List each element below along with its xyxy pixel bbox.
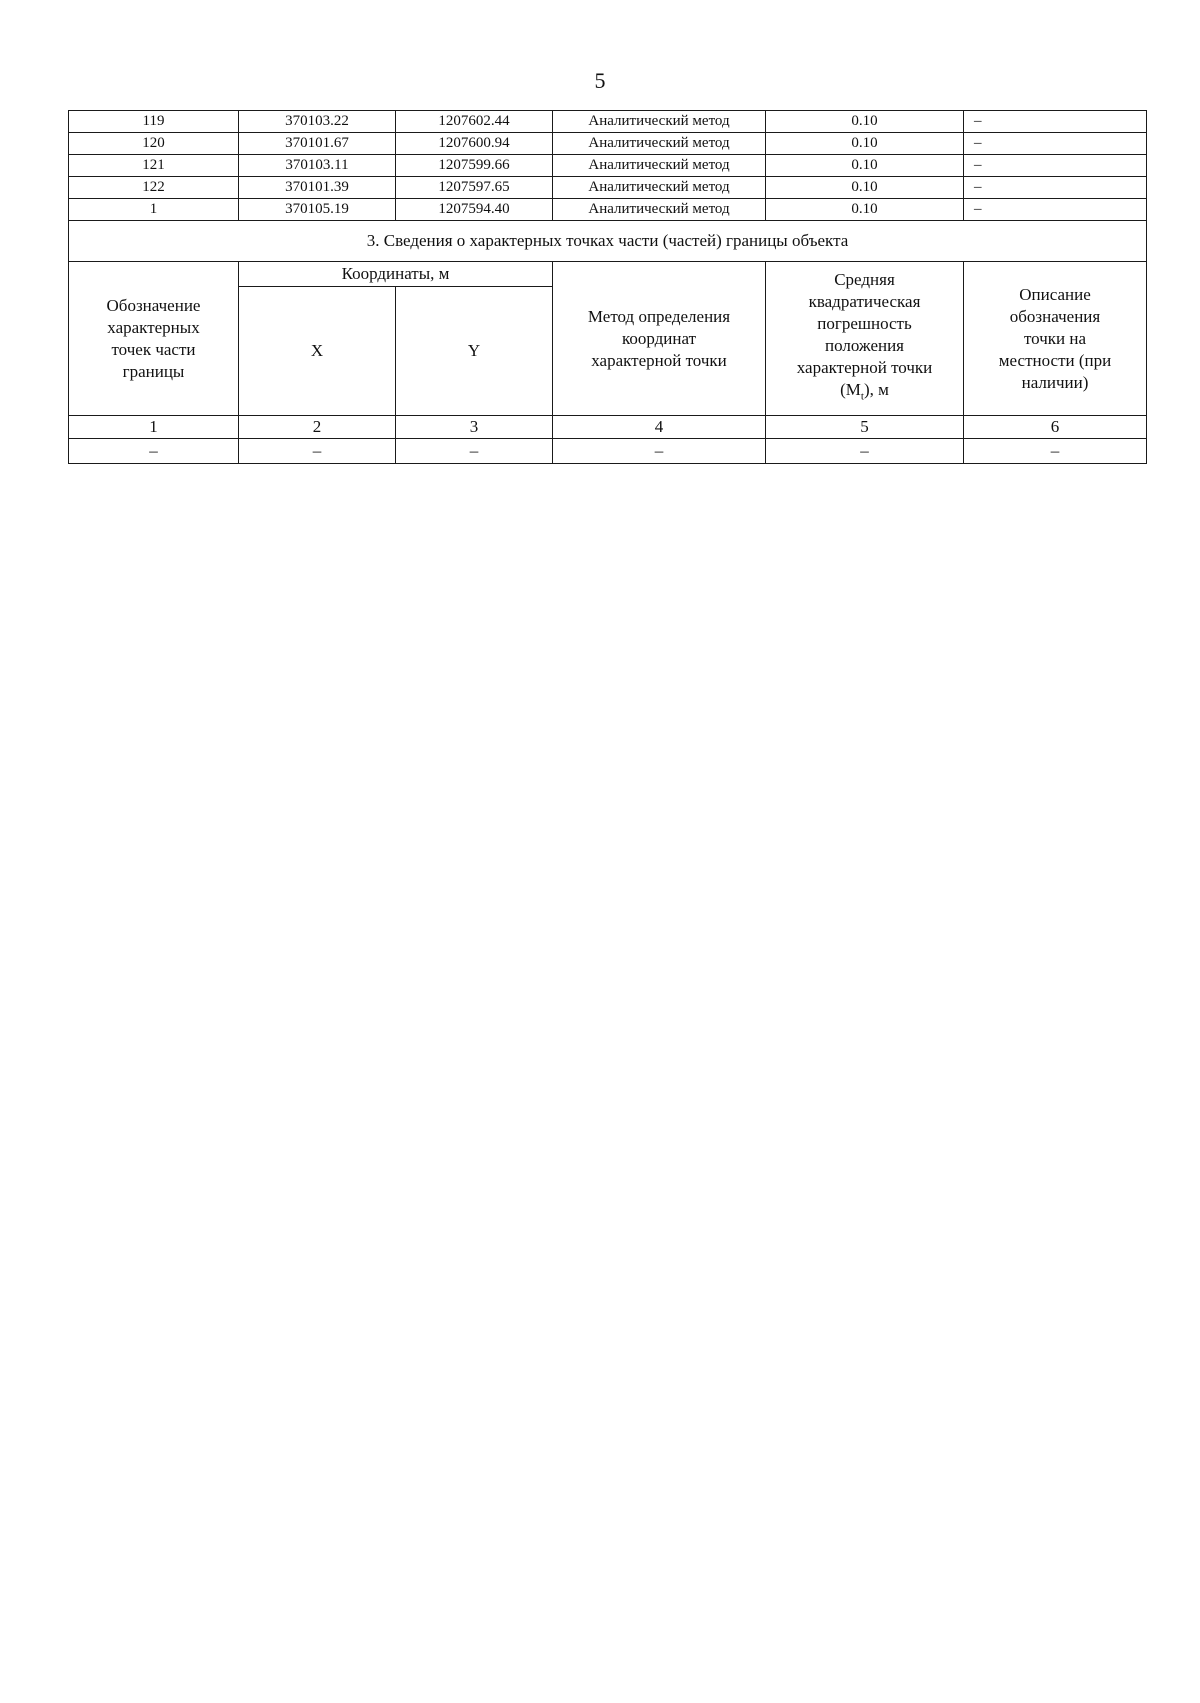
point-number: 1	[69, 199, 239, 221]
column-number: 3	[396, 416, 553, 439]
header-error	[766, 262, 964, 416]
header-line: характерной точки	[591, 350, 727, 370]
error-cell: 0.10	[766, 177, 964, 199]
table-row	[69, 177, 1147, 199]
column-number: 4	[553, 416, 766, 439]
coordinate-y: 1207597.65	[396, 177, 553, 199]
header-text: (M	[840, 380, 861, 400]
header-line: точки на	[1023, 328, 1087, 348]
header-line: Описание	[1019, 284, 1091, 304]
point-number: 122	[69, 177, 239, 199]
error-cell: 0.10	[766, 199, 964, 221]
header-text: ), м	[863, 380, 889, 400]
section-title-row	[69, 221, 1147, 262]
coordinate-x: 370101.67	[239, 133, 396, 155]
coordinate-y: 1207594.40	[396, 199, 553, 221]
coordinate-x: 370105.19	[239, 199, 396, 221]
column-number: 5	[766, 416, 964, 439]
empty-cell: –	[239, 439, 396, 464]
header-y: Y	[396, 287, 553, 416]
coordinate-x: 370101.39	[239, 177, 396, 199]
method-cell: Аналитический метод	[553, 111, 766, 133]
subscript-t: t	[860, 390, 864, 403]
header-coordinates: Координаты, м	[239, 262, 553, 287]
header-line: положения	[824, 336, 904, 356]
empty-cell: –	[69, 439, 239, 464]
error-cell: 0.10	[766, 111, 964, 133]
column-number: 1	[69, 416, 239, 439]
error-cell: 0.10	[766, 133, 964, 155]
point-number: 120	[69, 133, 239, 155]
header-line: точек части	[111, 339, 196, 359]
description-cell: –	[964, 199, 1147, 221]
header-line: обозначения	[1009, 306, 1101, 326]
coordinate-y: 1207600.94	[396, 133, 553, 155]
header-method	[553, 262, 766, 416]
header-line: квадратическая	[808, 292, 921, 312]
coordinates-table	[68, 110, 1147, 464]
coordinate-x: 370103.22	[239, 111, 396, 133]
header-line: границы	[122, 361, 185, 381]
empty-cell: –	[964, 439, 1147, 464]
table-row	[69, 111, 1147, 133]
header-line: Средняя	[834, 270, 895, 290]
header-line: наличии)	[1021, 372, 1089, 392]
description-cell: –	[964, 155, 1147, 177]
empty-cell: –	[766, 439, 964, 464]
method-cell: Аналитический метод	[553, 155, 766, 177]
header-line	[766, 379, 963, 407]
header-line: Обозначение	[106, 295, 201, 315]
header-row	[69, 262, 1147, 287]
header-line: координат	[621, 328, 697, 348]
column-numbers-row	[69, 416, 1147, 439]
description-cell: –	[964, 111, 1147, 133]
description-cell: –	[964, 133, 1147, 155]
coordinate-x: 370103.11	[239, 155, 396, 177]
header-designation	[69, 262, 239, 416]
point-number: 121	[69, 155, 239, 177]
header-line: погрешность	[817, 314, 912, 334]
table-row	[69, 439, 1147, 464]
error-cell: 0.10	[766, 155, 964, 177]
point-number: 119	[69, 111, 239, 133]
column-number: 6	[964, 416, 1147, 439]
table-row	[69, 199, 1147, 221]
description-cell: –	[964, 177, 1147, 199]
column-number: 2	[239, 416, 396, 439]
empty-cell: –	[553, 439, 766, 464]
header-description	[964, 262, 1147, 416]
empty-cell: –	[396, 439, 553, 464]
method-cell: Аналитический метод	[553, 199, 766, 221]
header-line: характерных	[107, 317, 200, 337]
table-row	[69, 133, 1147, 155]
coordinate-y: 1207599.66	[396, 155, 553, 177]
page-number: 5	[594, 68, 606, 93]
method-cell: Аналитический метод	[553, 177, 766, 199]
table-row	[69, 155, 1147, 177]
header-line: Метод определения	[587, 306, 731, 326]
header-line: местности (при	[998, 350, 1112, 370]
section-title: 3. Сведения о характерных точках части (частей) границы объекта	[69, 221, 1147, 262]
header-line: характерной точки	[796, 358, 933, 378]
coordinate-y: 1207602.44	[396, 111, 553, 133]
header-x: X	[239, 287, 396, 416]
method-cell: Аналитический метод	[553, 133, 766, 155]
